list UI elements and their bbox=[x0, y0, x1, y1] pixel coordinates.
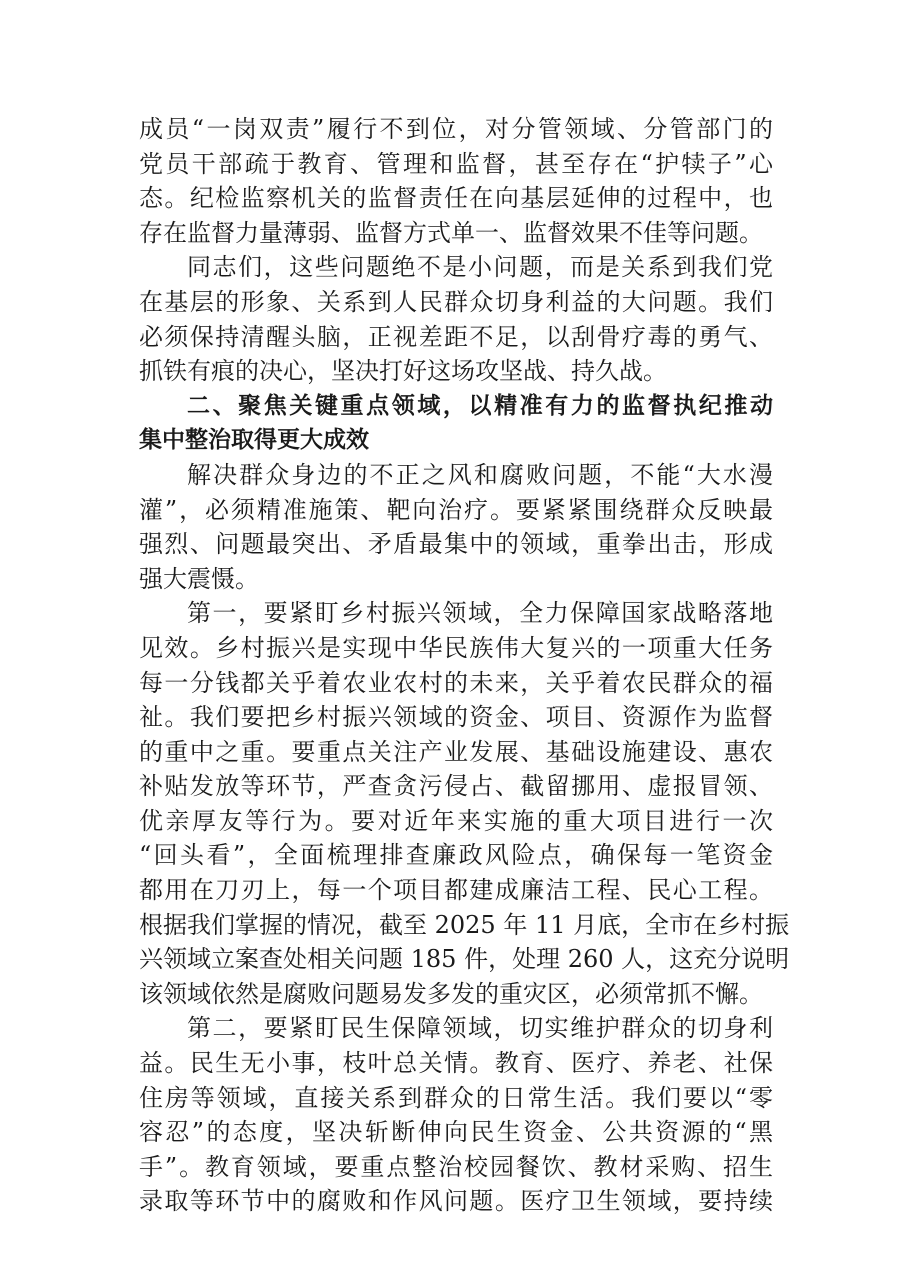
text-line: 同志们，这些问题绝不是小问题，而是关系到我们党 bbox=[187, 253, 773, 282]
text-line: 该领域依然是腐败问题易发多发的重灾区，必须常抓不懈。 bbox=[139, 979, 763, 1008]
text-line: 强大震慑。 bbox=[139, 564, 259, 593]
text-line: 强烈、问题最突出、矛盾最集中的领域，重拳出击，形成 bbox=[139, 530, 773, 559]
text-line: 第二，要紧盯民生保障领域，切实维护群众的切身利 bbox=[187, 1014, 773, 1043]
text-line: 优亲厚友等行为。要对近年来实施的重大项目进行一次 bbox=[139, 806, 773, 835]
text-line: 录取等环节中的腐败和作风问题。医疗卫生领域，要持续 bbox=[139, 1187, 773, 1216]
text-line: 根据我们掌握的情况，截至 2025 年 11 月底，全市在乡村振 bbox=[139, 910, 790, 939]
text-line: 第一，要紧盯乡村振兴领域，全力保障国家战略落地 bbox=[187, 599, 773, 628]
text-line: 解决群众身边的不正之风和腐败问题，不能“大水漫 bbox=[187, 460, 773, 489]
text-line: 必须保持清醒头脑，正视差距不足，以刮骨疗毒的勇气、 bbox=[139, 322, 773, 351]
text-line: 兴领域立案查处相关问题 185 件，处理 260 人，这充分说明 bbox=[139, 945, 790, 974]
document-body bbox=[139, 112, 790, 1219]
text-line: 手”。教育领域，要重点整治校园餐饮、教材采购、招生 bbox=[139, 1152, 773, 1181]
text-line: 抓铁有痕的决心，坚决打好这场攻坚战、持久战。 bbox=[139, 357, 667, 386]
paragraph-rural-revitalization bbox=[139, 596, 790, 1011]
paragraph-comrades bbox=[139, 250, 773, 388]
paragraph-responsibility bbox=[139, 112, 773, 250]
section-heading bbox=[139, 389, 773, 458]
text-line: 都用在刀刃上，每一个项目都建成廉洁工程、民心工程。 bbox=[139, 876, 773, 905]
text-line: 每一分钱都关乎着农业农村的未来，关乎着农民群众的福 bbox=[139, 668, 773, 697]
paragraph-precision bbox=[139, 458, 773, 596]
text-line: 住房等领域，直接关系到群众的日常生活。我们要以“零 bbox=[139, 1083, 773, 1112]
text-line: 灌”，必须精准施策、靶向治疗。要紧紧围绕群众反映最 bbox=[139, 495, 773, 524]
heading-line: 集中整治取得更大成效 bbox=[139, 427, 369, 454]
text-line: 党员干部疏于教育、管理和监督，甚至存在“护犊子”心 bbox=[139, 149, 773, 178]
text-line: 在基层的形象、关系到人民群众切身利益的大问题。我们 bbox=[139, 287, 773, 316]
text-line: 祉。我们要把乡村振兴领域的资金、项目、资源作为监督 bbox=[139, 703, 773, 732]
text-line: 的重中之重。要重点关注产业发展、基础设施建设、惠农 bbox=[139, 737, 773, 766]
text-line: 见效。乡村振兴是实现中华民族伟大复兴的一项重大任务 bbox=[139, 633, 773, 662]
paragraph-livelihood bbox=[139, 1011, 773, 1219]
text-line: 容忍”的态度，坚决斩断伸向民生资金、公共资源的“黑 bbox=[139, 1118, 773, 1147]
text-line: 补贴发放等环节，严查贪污侵占、截留挪用、虚报冒领、 bbox=[139, 772, 773, 801]
text-line: 益。民生无小事，枝叶总关情。教育、医疗、养老、社保 bbox=[139, 1049, 773, 1078]
text-line: 成员“一岗双责”履行不到位，对分管领域、分管部门的 bbox=[139, 115, 773, 143]
text-line: 态。纪检监察机关的监督责任在向基层延伸的过程中，也 bbox=[139, 184, 773, 213]
text-line: “回头看”，全面梳理排查廉政风险点，确保每一笔资金 bbox=[139, 841, 773, 870]
heading-line: 二、聚焦关键重点领域，以精准有力的监督执纪推动 bbox=[187, 392, 773, 419]
text-line: 存在监督力量薄弱、监督方式单一、监督效果不佳等问题。 bbox=[139, 218, 763, 247]
